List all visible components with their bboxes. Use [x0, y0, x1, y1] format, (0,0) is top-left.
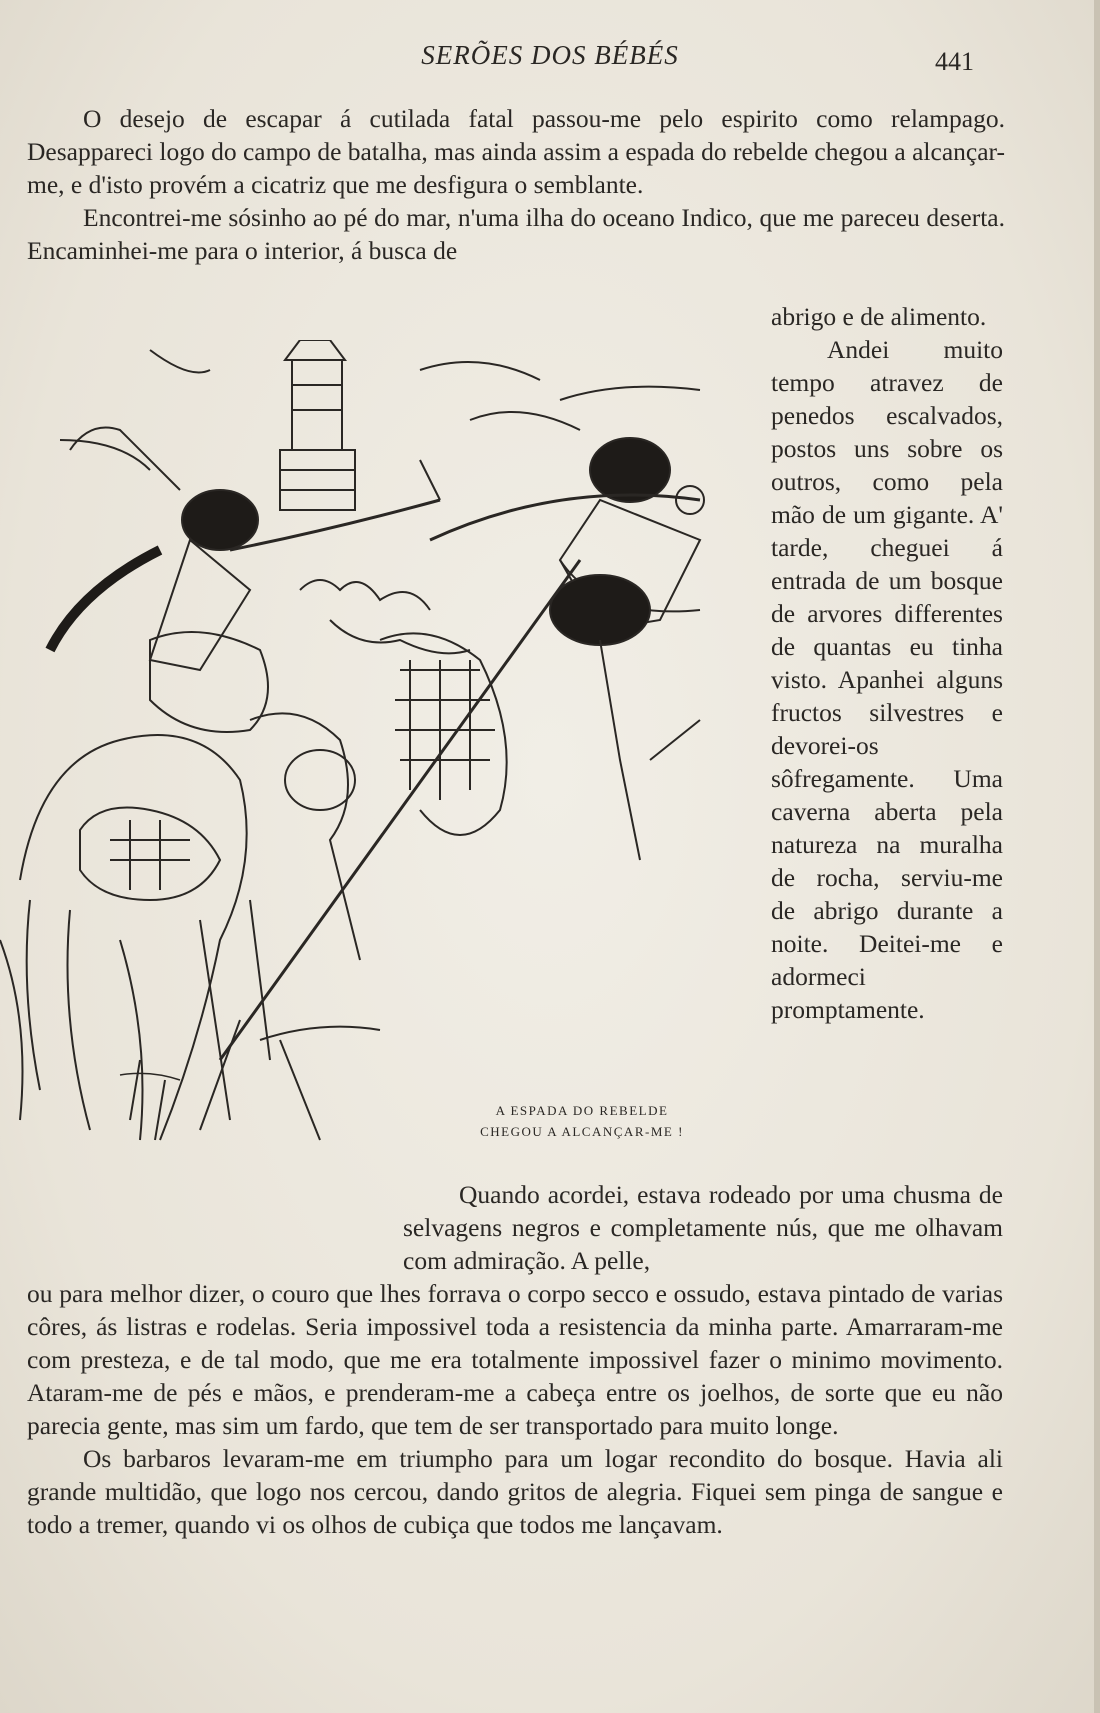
caption-line: A ESPADA DO REBELDE [495, 1103, 669, 1118]
mid-text-block [403, 1178, 1003, 1277]
page-number: 441 [935, 47, 974, 76]
illustration-caption [452, 1100, 712, 1142]
paragraph: Encontrei-me sósinho ao pé do mar, n'uma ilha do oceano Indico, que me pareceu deserta. Encaminhei-me para o interior, á busca de [27, 203, 1005, 265]
bottom-text-block [27, 1277, 1003, 1541]
top-text-block [27, 102, 1005, 267]
paragraph: Os barbaros levaram-me em triumpho para um logar recondito do bosque. Havia ali grande multidão, que logo nos cercou, dando gritos de alegria. Fiquei sem pinga de sangue e todo a tremer, quando vi os olhos de cubiça que todos me lançavam. [27, 1444, 1003, 1539]
paragraph: abrigo e de alimento. [771, 302, 987, 331]
caption-line: CHEGOU A ALCANÇAR-ME ! [480, 1124, 684, 1139]
page-edge [1094, 0, 1100, 1713]
paragraph: Quando acordei, estava rodeado por uma chusma de selvagens negros e completamente nús, que me olhavam com admiração. A pelle, [403, 1180, 1003, 1275]
running-header: SERÕES DOS BÉBÉS [421, 40, 679, 70]
paragraph: Andei muito tempo atravez de penedos escalvados, postos uns sobre os outros, como pela mão de um gigante. A' tarde, cheguei á entrada de um bosque de arvores differentes de quantas eu tinha visto. Apanhei alguns fructos silvestres e devorei-os sôfregamente. Uma caverna aberta pela natureza na muralha de rocha, serviu-me de abrigo durante a noite. Deitei-me e adormeci promptamente. [771, 335, 1003, 1024]
paragraph: O desejo de escapar á cutilada fatal passou-me pelo espirito como relampago. Desappareci logo do campo de batalha, mas ainda assim a espada do rebelde chegou a alcançar-me, e d'isto provém a cicatriz que me desfigura o semblante. [27, 104, 1005, 199]
narrow-text-column [771, 300, 1003, 1026]
paragraph: ou para melhor dizer, o couro que lhes forrava o corpo secco e ossudo, estava pintado de varias côres, ás listras e rodelas. Seria impossivel toda a resistencia da minha parte. Amarraram-me com presteza, e de tal modo, que me era totalmente impossivel fazer o minimo movimento. Ataram-me de pés e mãos, e prenderam-me a cabeça entre os joelhos, de sorte que eu não parecia gente, mas sim um fardo, que tem de ser transportado para muito longe. [27, 1279, 1003, 1440]
